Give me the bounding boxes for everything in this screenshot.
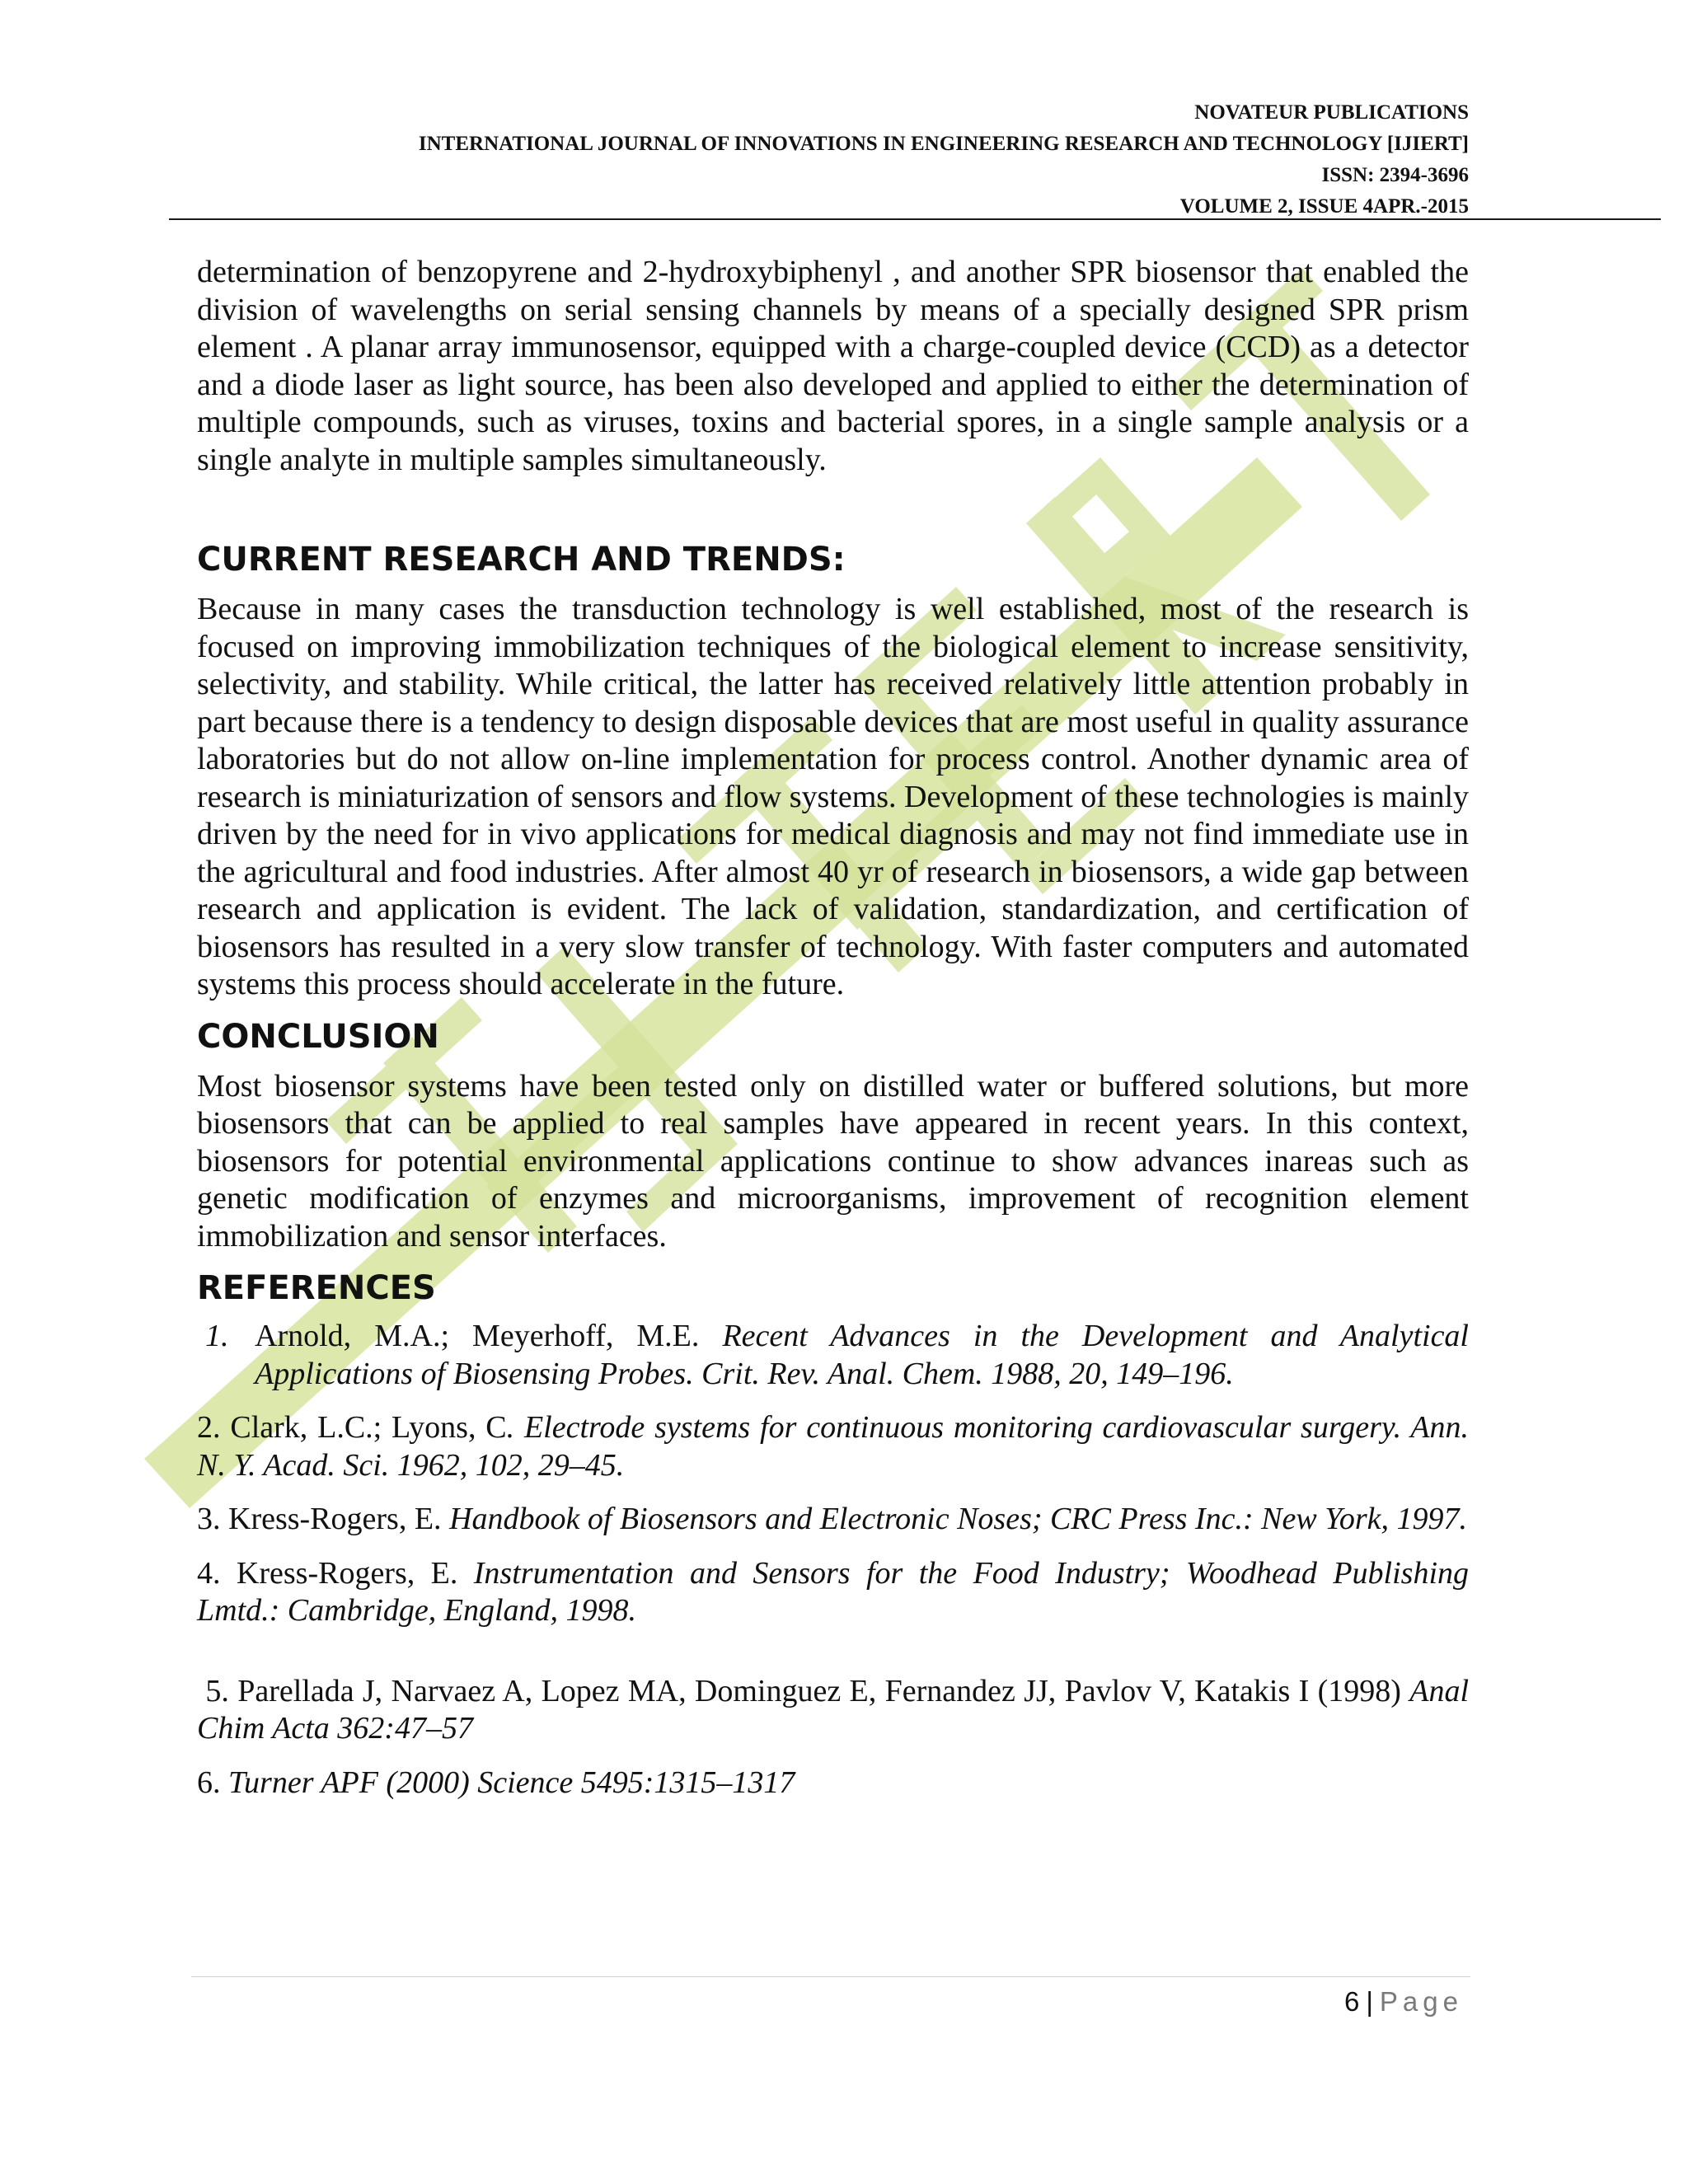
reference-number: 1. (205, 1319, 229, 1353)
journal-name: INTERNATIONAL JOURNAL OF INNOVATIONS IN ENGINEERING RESEARCH AND TECHNOLOGY [IJIERT] (418, 133, 1469, 155)
journal-header (68, 97, 1469, 223)
reference-number: 3. (197, 1502, 221, 1536)
section-heading-conclusion: CONCLUSION (197, 1017, 439, 1056)
section-body-conclusion: Most biosensor systems have been tested only on distilled water or buffered solutions, but more biosensors that can be applied to real samples have appeared in recent years. In this context, biosensors for potential environmental applications continue to show advances inareas such as genetic modification of enzymes and microorganisms, improvement of recognition element immobilization and sensor interfaces. (197, 1068, 1469, 1254)
footer-divider (191, 1976, 1470, 1977)
reference-authors: Kress-Rogers, E. (228, 1502, 450, 1536)
reference-item (197, 1673, 1469, 1748)
reference-title: Turner APF (2000) Science 5495:1315–1317 (228, 1765, 795, 1800)
reference-item (197, 1555, 1469, 1630)
reference-item (197, 1409, 1469, 1484)
reference-title: . Electrode systems for continuous monitoring cardiovascular surgery. Ann. N. Y. Acad. Sci. 1962, 102, 29–45. (197, 1410, 1470, 1483)
footer-separator: | (1366, 1986, 1373, 2017)
intro-paragraph: determination of benzopyrene and 2-hydroxybiphenyl , and another SPR biosensor that enabled the division of wavelengths on serial sensing channels by means of a specially designed SPR prism element . A planar array immunosensor, equipped with a charge-coupled device (CCD) as a detector and a diode laser as light source, has been also developed and applied to either the determination of multiple compounds, such as viruses, toxins and bacterial spores, in a single sample analysis or a single analyte in multiple samples simultaneously. (197, 255, 1469, 477)
reference-authors: Arnold, M.A.; Meyerhoff, M.E. (255, 1319, 723, 1353)
reference-number: 6. (197, 1765, 221, 1800)
page-number: 6 (1343, 1986, 1360, 2017)
reference-authors: Parellada J, Narvaez A, Lopez MA, Dominguez E, Fernandez JJ, Pavlov V, Katakis I (1998) (237, 1673, 1410, 1708)
reference-title: Anal Chim Acta 362:47–57 (197, 1673, 1470, 1746)
volume-issue: VOLUME 2, ISSUE 4APR.-2015 (1179, 195, 1469, 218)
reference-item (197, 1765, 1469, 1802)
header-divider (169, 218, 1661, 220)
reference-list (197, 1318, 1469, 1802)
section-body-current-research: Because in many cases the transduction technology is well established, most of the research is focused on improving immobilization techniques of the biological element to increase sensitivity, selectivity, and stability. While critical, the latter has received relatively little attention probably in part because there is a tendency to design disposable devices that are most useful in quality assurance laboratories but do not allow on-line implementation for process control. Another dynamic area of research is miniaturization of sensors and flow systems. Development of these technologies is mainly driven by the need for in vivo applications for medical diagnosis and may not find immediate use in the agricultural and food industries. After almost 40 yr of research in biosensors, a wide gap between research and application is evident. The lack of validation, standardization, and certification of biosensors has resulted in a very slow transfer of technology. With faster computers and automated systems this process should accelerate in the future. (197, 592, 1469, 1001)
reference-item (197, 1318, 1469, 1393)
reference-authors: Clark, L.C.; Lyons, C (230, 1410, 507, 1445)
page-content (197, 254, 1469, 1818)
reference-authors: Kress-Rogers, E. (236, 1555, 474, 1591)
publisher-name: NOVATEUR PUBLICATIONS (1194, 101, 1469, 124)
issn: ISSN: 2394-3696 (1321, 164, 1469, 186)
page-footer (1344, 1986, 1463, 2018)
reference-title: Recent Advances in the Development and Analytical Applications of Biosensing Probes. Crit. Rev. Anal. Chem. 1988, 20, 149–196. (255, 1319, 1469, 1391)
page-label: Page (1379, 1986, 1463, 2017)
references-heading: REFERENCES (197, 1269, 436, 1307)
reference-number: 5. (205, 1673, 229, 1708)
reference-number: 2. (197, 1410, 221, 1445)
reference-number: 4. (197, 1555, 221, 1591)
reference-title: Handbook of Biosensors and Electronic Noses; CRC Press Inc.: New York, 1997. (449, 1502, 1467, 1536)
section-heading-current-research: CURRENT RESEARCH AND TRENDS: (197, 541, 846, 579)
reference-item (197, 1501, 1469, 1539)
reference-title: Instrumentation and Sensors for the Food Industry; Woodhead Publishing Lmtd.: Cambridge, England, 1998. (197, 1555, 1470, 1628)
